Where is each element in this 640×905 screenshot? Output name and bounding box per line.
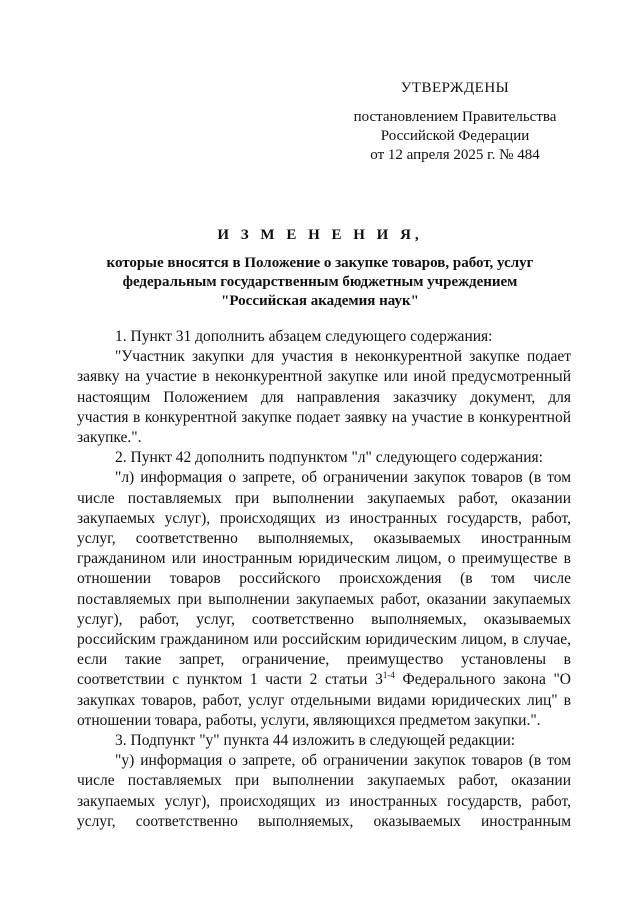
title-sub-3: "Российская академия наук" — [221, 293, 419, 309]
article-superscript: 1-4 — [382, 670, 395, 681]
approval-block — [330, 79, 580, 165]
paragraph-5: 3. Подпункт "у" пункта 44 изложить в следующей редакции: — [115, 732, 516, 750]
paragraph-2: "Участник закупки для участия в неконкурентной закупке подает заявку на участие в неконкурентной закупке или иной предусмотренный настоящим Положением для направления заказчику документ, для участия в конкурентной закупке подает заявку на участие в конкурентной закупке.". — [77, 348, 571, 447]
approval-line-1: постановлением Правительства — [353, 109, 557, 125]
paragraph-6: "у) информация о запрете, об ограничении закупок товаров (в том числе поставляемых при выполнении закупаемых работ, оказании закупаемых услуг), происходящих из иностранных государств, работ, услуг, соответственно выполняемых, оказываемых иностранным — [77, 752, 571, 830]
paragraph-4-tail: Федерального закона "О закупках товаров, работ, услуг отдельными видами юридических лиц" в отношении товара, работы, услуги, являющихся предметом закупки.". — [77, 671, 572, 729]
title-sub-2: федеральным государственным бюджетным учреждением — [122, 274, 518, 290]
title-main: И З М Е Н Е Н И Я, — [217, 227, 423, 243]
paragraph-1: 1. Пункт 31 дополнить абзацем следующего содержания: — [115, 328, 493, 345]
approval-line-2: Российской Федерации — [380, 128, 530, 144]
paragraph-3: 2. Пункт 42 дополнить подпунктом "л" следующего содержания: — [115, 449, 543, 467]
document-body — [77, 327, 571, 832]
approved-stamp: УТВЕРЖДЕНЫ — [400, 80, 510, 96]
title-sub-1: которые вносятся в Положение о закупке товаров, работ, услуг — [106, 255, 534, 271]
document-title — [70, 226, 570, 311]
approval-line-3: от 12 апреля 2025 г. № 484 — [370, 147, 540, 163]
paragraph-4-text: "л) информация о запрете, об ограничении закупок товаров (в том числе поставляемых при выполнении закупаемых работ, оказании закупаемых услуг), происходящих из иностранных государств, работ, услуг, соответственно выполняемых, оказываемых иностранным гражданином или иностранным юридическим лицом, о преимуществе в отношении товаров российского происхождения (в том числе поставляемых при выполнении закупаемых работ, оказании закупаемых услуг), работ, услуг, соответственно выполняемых, оказываемых российским гражданином или российским юридическим лицом, в случае, если такие запрет, ограничение, преимущество установлены в соответствии с пунктом 1 части 2 статьи 3 — [77, 469, 571, 689]
paragraph-4 — [77, 468, 571, 731]
